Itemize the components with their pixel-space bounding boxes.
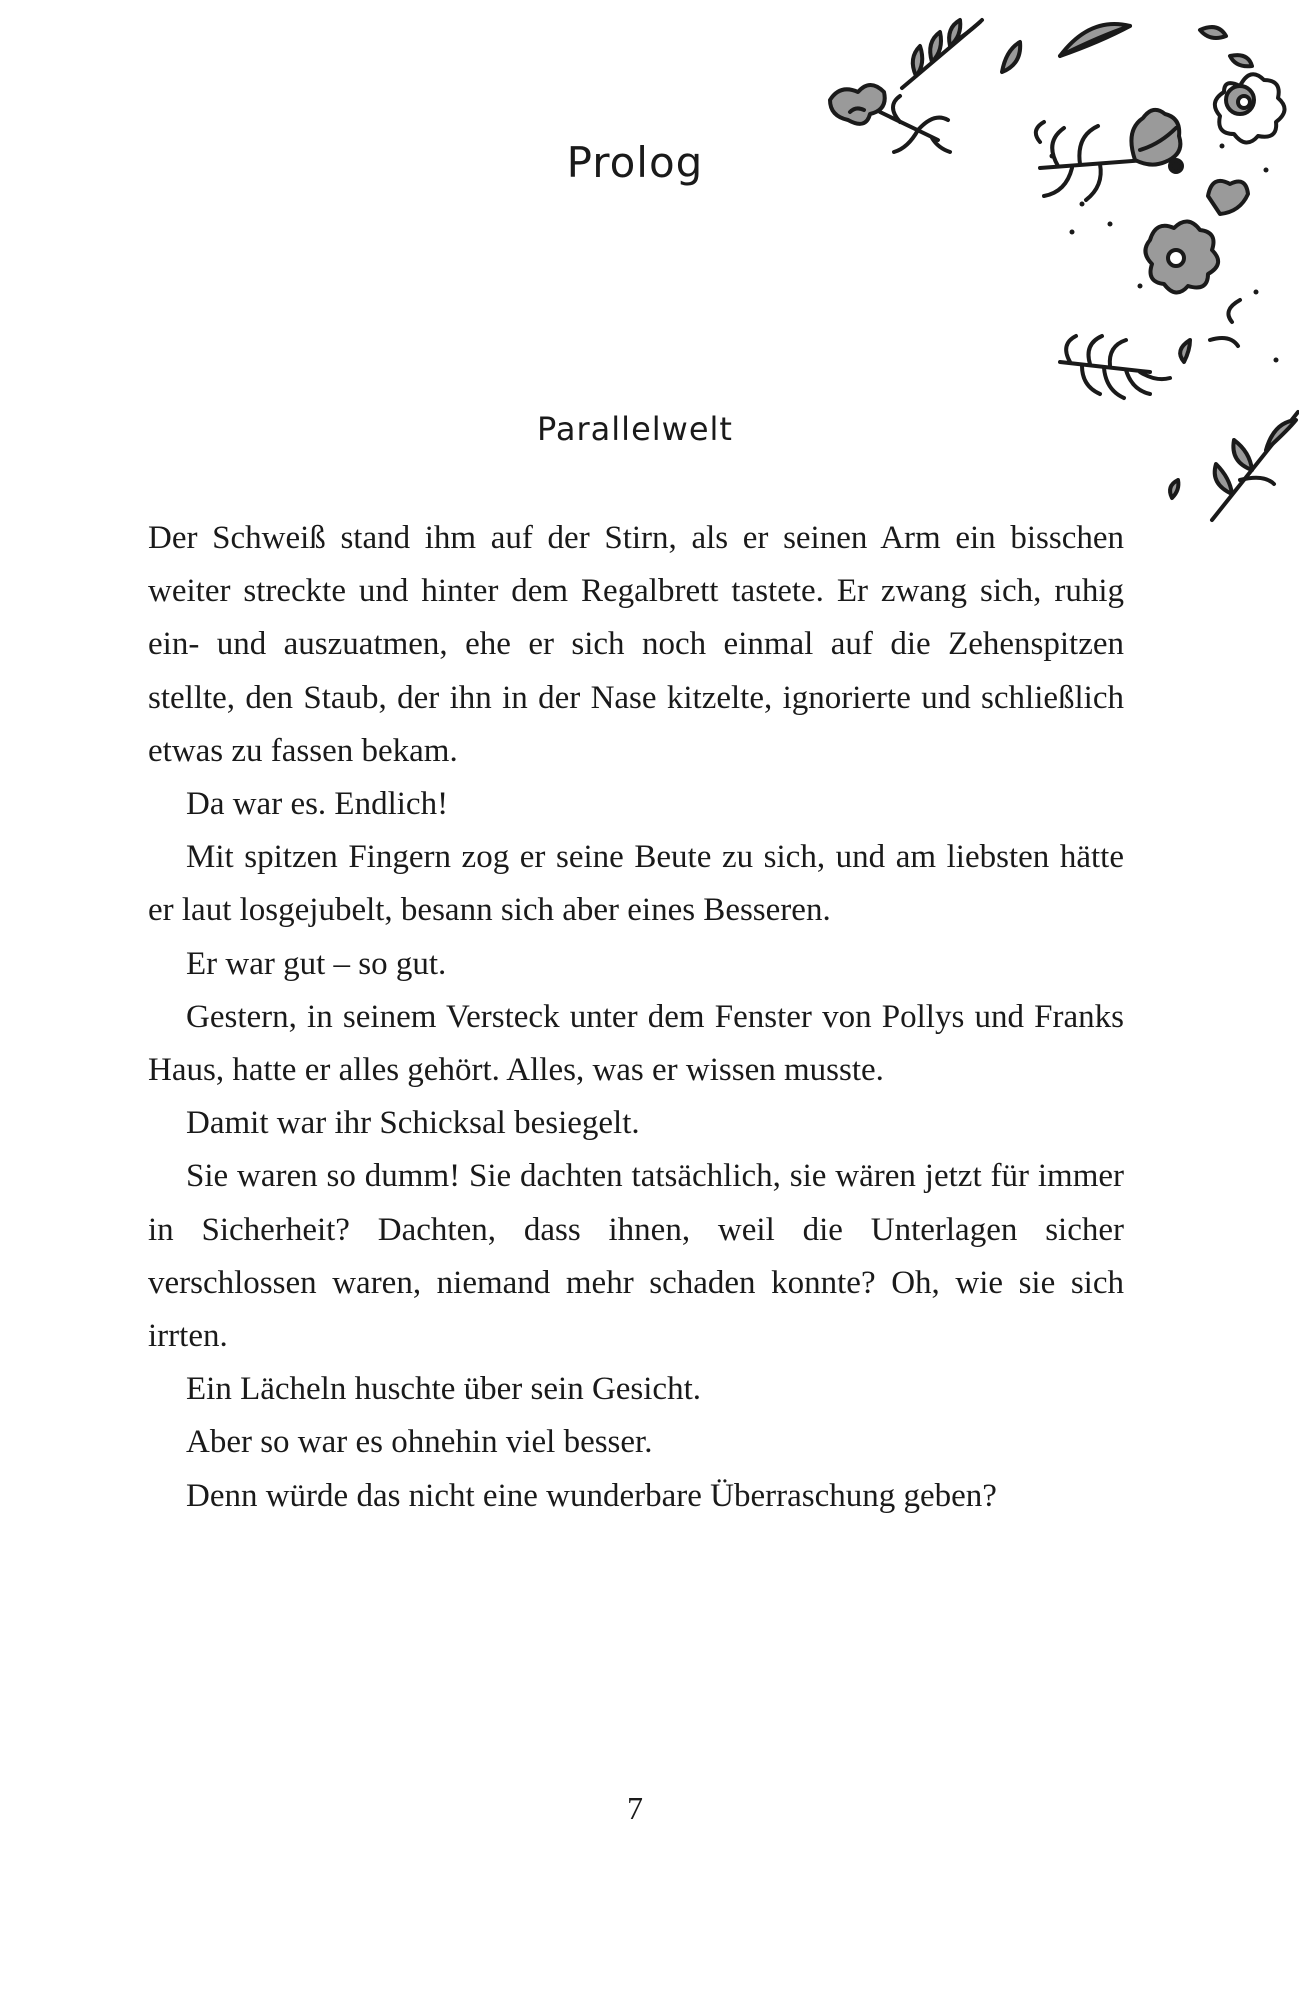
- chapter-title: Parallelwelt: [537, 410, 733, 448]
- paragraph: Der Schweiß stand ihm auf der Stirn, als er seinen Arm ein bisschen weiter streckte und hinter dem Regalbrett tastete. Er zwang sich, ruhig ein- und auszuatmen, ehe er sich noch einmal auf die Zehenspitzen stellte, den Staub, der ihn in der Nase kitzelte, ignorierte und schließlich etwas zu fassen bekam.: [148, 520, 1124, 769]
- paragraph: Er war gut – so gut.: [186, 945, 447, 982]
- paragraph: Mit spitzen Fingern zog er seine Beute zu sich, und am liebsten hätte er laut losgejubelt, besann sich aber eines Besseren.: [148, 839, 1124, 929]
- body-text: [148, 512, 1124, 1523]
- floral-corner-icon: [820, 0, 1299, 540]
- paragraph: Denn würde das nicht eine wunderbare Überraschung geben?: [186, 1477, 997, 1514]
- paragraph: Ein Lächeln huschte über sein Gesicht.: [186, 1371, 701, 1408]
- paragraph: Da war es. Endlich!: [186, 786, 449, 823]
- paragraph: Gestern, in seinem Versteck unter dem Fenster von Pollys und Franks Haus, hatte er alles gehört. Alles, was er wissen musste.: [148, 998, 1124, 1089]
- page-title: Prolog: [566, 138, 704, 187]
- paragraph: Aber so war es ohnehin viel besser.: [186, 1424, 653, 1461]
- page-number: 7: [627, 1790, 643, 1826]
- paragraph: Damit war ihr Schicksal besiegelt.: [186, 1105, 640, 1142]
- paragraph: Sie waren so dumm! Sie dachten tatsächlich, sie wären jetzt für immer in Sicherheit? Dachten, dass ihnen, weil die Unterlagen sicher verschlossen waren, niemand mehr schaden konnte? Oh, wie sie sich irrten.: [148, 1158, 1124, 1355]
